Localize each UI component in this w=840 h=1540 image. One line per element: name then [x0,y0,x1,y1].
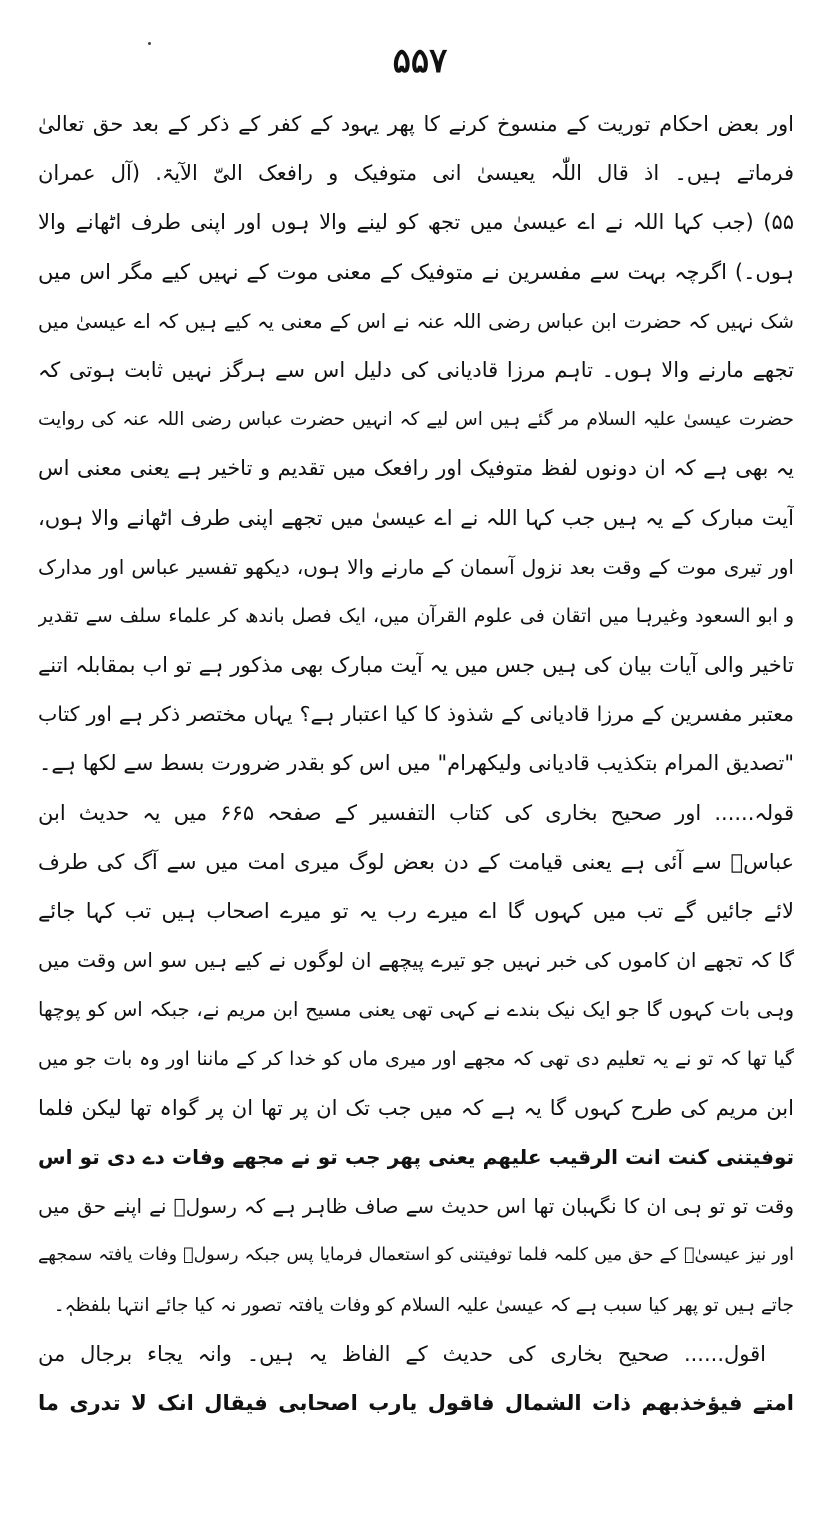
text-line-8: یہ بھی ہے کہ ان دونوں لفظ متوفیک اور رافعک میں تقدیم و تاخیر ہے یعنی معنی اس [38,456,794,481]
text-line-14: "تصدیق المرام بتکذیب قادیانی ولیکھرام" میں اس کو بقدر ضرورت بسط سے لکھا ہے۔ [39,751,794,776]
text-line-17: لائے جائیں گے تب میں کہوں گا اے میرے رب یہ تو میرے اصحاب ہیں تب کہا جائے [38,899,794,923]
text-line-27: امتے فیؤخذبھم ذات الشمال فاقول یارب اصحابی فیقال انک لا تدری ما [38,1390,794,1415]
text-line-5: شک نہیں کہ حضرت ابن عباس رضی اللہ عنہ نے اس کے معنی یہ کیے ہیں کہ اے عیسیٰ میں [38,309,794,333]
text-line-7: حضرت عیسیٰ علیہ السلام مر گئے ہیں اس لیے کہ انہیں حضرت عباس رضی اللہ عنہ کی روایت [38,409,794,431]
text-line-20: گیا تھا کہ تو نے یہ تعلیم دی تھی کہ مجھے اور میری ماں کو خدا کر کے ماننا اور وہ بات جو میں [38,1047,794,1070]
text-line-18: گا کہ تجھے ان کاموں کی خبر نہیں جو تیرے پیچھے ان لوگوں نے کیے ہیں سو اس وقت میں [38,948,794,973]
text-line-24: اور نیز عیسیٰؑ کے حق میں کلمہ فلما توفیتنی کو استعمال فرمایا پس جبکہ رسولؐ وفات یافتہ سمجھے [38,1245,794,1266]
text-line-26: اقول...... صحیح بخاری کی حدیث کے الفاظ یہ ہیں۔ وانہ یجاء برجال من [38,1341,766,1366]
text-line-10: اور تیری موت کے وقت بعد نزول آسمان کے مارنے والا ہوں، دیکھو تفسیر عباس اور مدارک [38,554,794,579]
body-text [38,100,794,1428]
page-number: ۵۵۷ [392,41,448,81]
text-line-2: فرماتے ہیں۔ اذ قال اللّٰہ یعیسیٰ انی متوفیک و رافعک الیّ الآیۃ. (آل عمران [38,161,794,186]
text-line-23: وقت تو تو ہی ان کا نگہبان تھا اس حدیث سے صاف ظاہر ہے کہ رسولؐ نے اپنے حق میں [38,1194,794,1219]
text-line-3: ۵۵) (جب کہا اللہ نے اے عیسیٰ میں تجھ کو لینے والا ہوں اور اپنی طرف اٹھانے والا [38,210,794,235]
text-line-9: آیت مبارک کے یہ ہیں جب کہا اللہ نے اے عیسیٰ میں تجھے اپنی طرف اٹھانے والا ہوں، [38,505,794,530]
text-line-15: قولہ...... اور صحیح بخاری کی کتاب التفسیر کے صفحہ ۶۶۵ میں یہ حدیث ابن [38,800,794,825]
text-line-11: و ابو السعود وغیرہا میں اتقان فی علوم القرآن میں، ایک فصل باندھ کر علماء سلف سے تقدیر [38,604,794,627]
text-line-19: وہی بات کہوں گا جو ایک نیک بندے نے کہی تھی یعنی مسیح ابن مریم نے، جبکہ اس کو پوچھا [38,998,794,1022]
text-line-12: تاخیر والی آیات بیان کی ہیں جس میں یہ آیت مبارک بھی مذکور ہے تو اب بمقابلہ اتنے [38,653,794,678]
text-line-21: ابن مریم کی طرح کہوں گا یہ ہے کہ میں جب تک ان پر تھا ان پر گواہ تھا لیکن فلما [38,1095,794,1120]
text-line-16: عباسؓ سے آئی ہے یعنی قیامت کے دن بعض لوگ میری امت میں سے آگ کی طرف [38,849,794,874]
text-line-25: جاتے ہیں تو پھر کیا سبب ہے کہ عیسیٰ علیہ السلام کو وفات یافتہ تصور نہ کیا جائے انتہا بلفظہٖ۔ [53,1294,794,1316]
text-line-4: ہوں۔) اگرچہ بہت سے مفسرین نے متوفیک کے معنی موت کے نہیں کیے مگر اس میں [38,259,794,284]
text-line-1: اور بعض احکام توریت کے منسوخ کرنے کا پھر یہود کے کفر کے ذکر کے بعد حق تعالیٰ [38,112,794,136]
text-line-22: توفیتنی کنت انت الرقیب علیھم یعنی پھر جب تو نے مجھے وفات دے دی تو اس [38,1144,794,1169]
text-line-6: تجھے مارنے والا ہوں۔ تاہم مرزا قادیانی کی دلیل اس سے ہرگز نہیں ثابت ہوتی کہ [38,357,794,382]
text-line-13: معتبر مفسرین کے مرزا قادیانی کے شذوذ کا کیا اعتبار ہے؟ یہاں مختصر ذکر ہے اور کتاب [38,702,794,727]
